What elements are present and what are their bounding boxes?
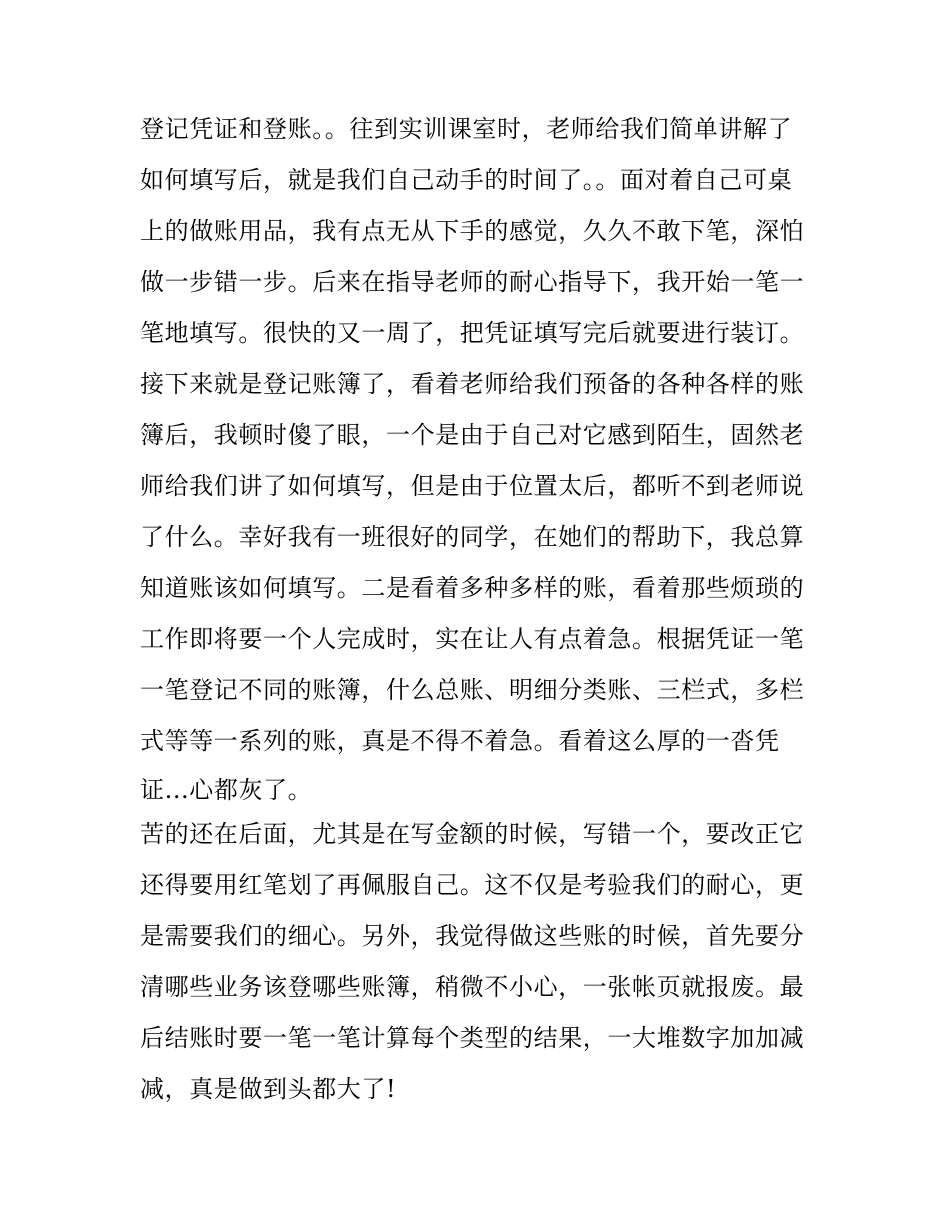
text-line: 做一步错一步。后来在指导老师的耐心指导下，我开始一笔一 (140, 268, 805, 296)
text-line: 一笔登记不同的账簿，什么总账、明细分类账、三栏式，多栏 (140, 676, 805, 704)
text-line: 笔地填写。很快的又一周了，把凭证填写完后就要进行装订。 (140, 319, 805, 347)
text-line: 师给我们讲了如何填写，但是由于位置太后，都听不到老师说 (140, 472, 805, 500)
text-line: 知道账该如何填写。二是看着多种多样的账，看着那些烦琐的 (140, 574, 805, 602)
text-line: 还得要用红笔划了再佩服自己。这不仅是考验我们的耐心，更 (140, 871, 805, 899)
text-line: 如何填写后，就是我们自己动手的时间了。。面对着自己可桌 (140, 166, 793, 194)
text-line: 减，真是做到头都大了! (140, 1075, 397, 1103)
text-line: 苦的还在后面，尤其是在写金额的时候，写错一个，要改正它 (140, 820, 805, 848)
text-line: 清哪些业务该登哪些账簿，稍微不小心，一张帐页就报废。最 (140, 973, 805, 1001)
text-line: 登记凭证和登账。。往到实训课室时，老师给我们简单讲解了 (140, 115, 793, 143)
text-line: 是需要我们的细心。另外，我觉得做这些账的时候，首先要分 (140, 922, 805, 950)
body-text (140, 104, 816, 1115)
text-line: 后结账时要一笔一笔计算每个类型的结果，一大堆数字加加减 (140, 1024, 805, 1052)
text-line: 接下来就是登记账簿了，看着老师给我们预备的各种各样的账 (140, 370, 805, 398)
text-line: 证...心都灰了。 (140, 776, 313, 804)
text-line: 簿后，我顿时傻了眼，一个是由于自己对它感到陌生，固然老 (140, 421, 805, 449)
text-line: 式等等一系列的账，真是不得不着急。看着这么厚的一沓凭 (140, 727, 780, 755)
text-line: 工作即将要一个人完成时，实在让人有点着急。根据凭证一笔 (140, 625, 805, 653)
text-line: 上的做账用品，我有点无从下手的感觉，久久不敢下笔，深怕 (140, 217, 805, 245)
text-line: 了什么。幸好我有一班很好的同学，在她们的帮助下，我总算 (140, 523, 805, 551)
